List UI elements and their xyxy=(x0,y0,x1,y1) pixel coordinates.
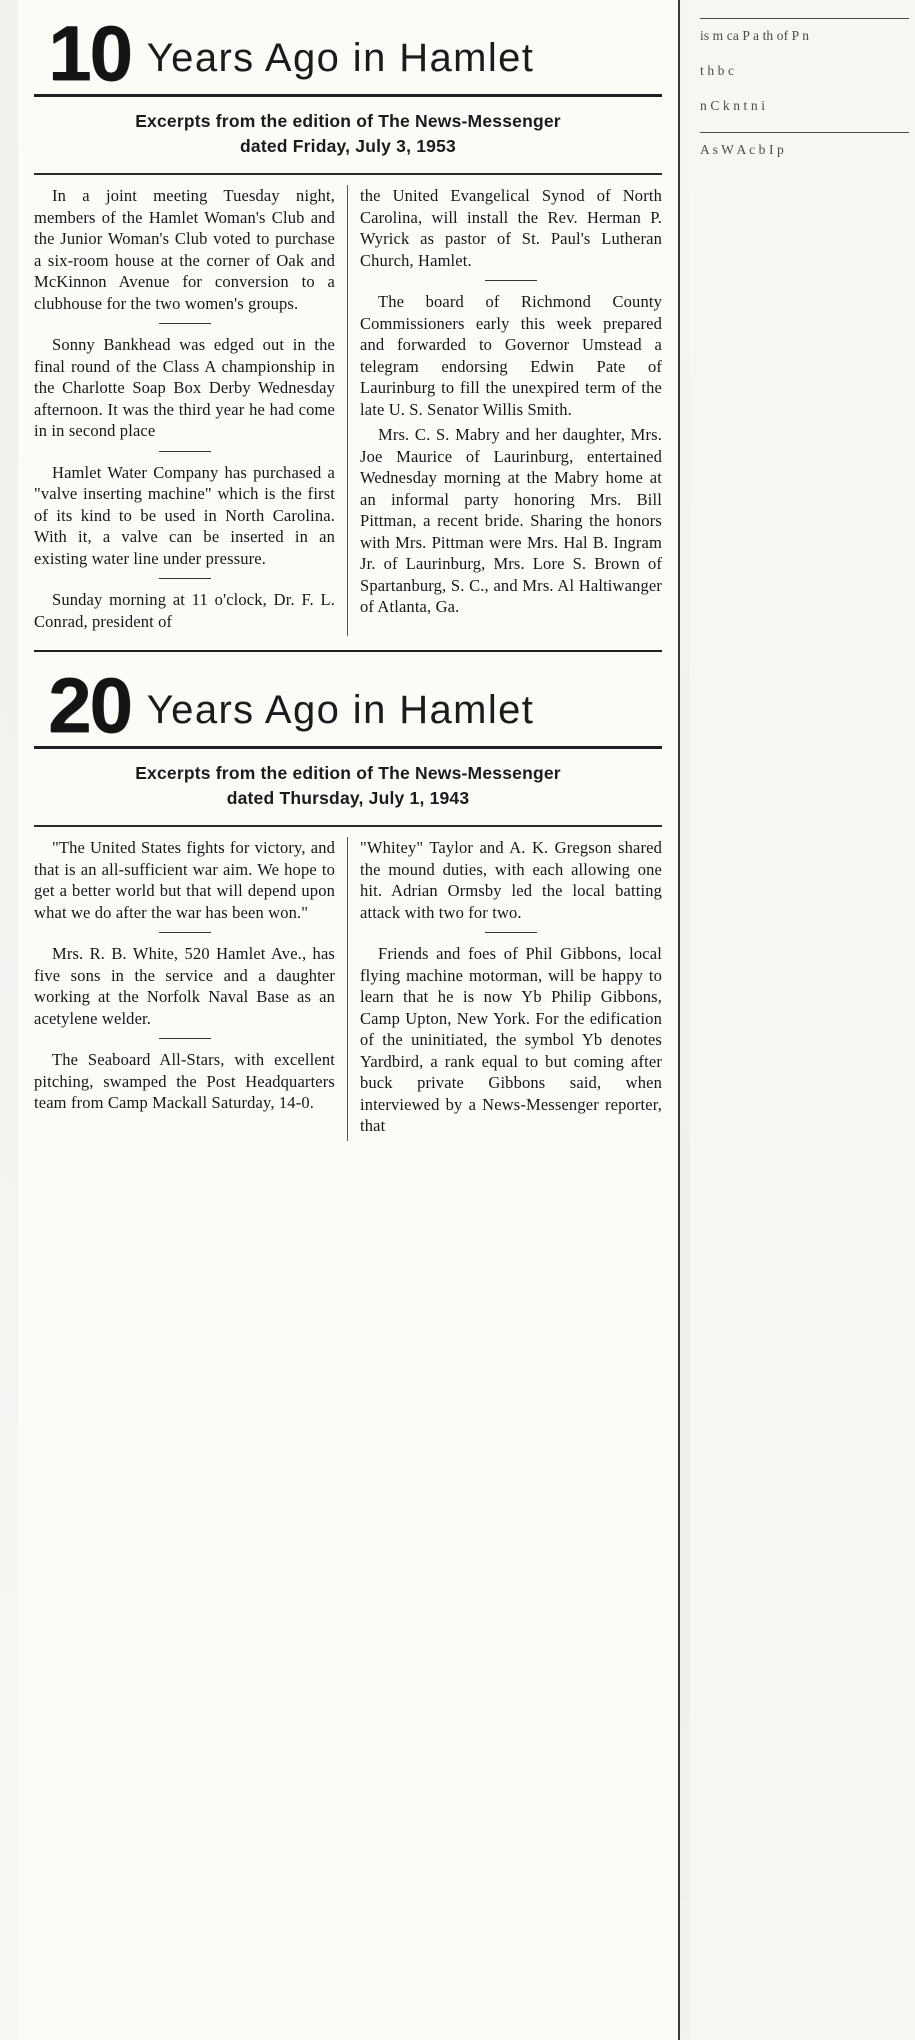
article-paragraph: Hamlet Water Company has purchased a "valve inserting machine" which is the first of its kind to be used in North Carolina. With it, a valve can be inserted in an existing water line under pressure. xyxy=(34,462,335,568)
column-rule xyxy=(700,132,909,133)
fragment-text: is m ca P a th of P n xyxy=(700,28,810,43)
fragment-text: A s W A c b I p xyxy=(700,142,784,157)
paragraph-separator xyxy=(159,323,211,324)
article-paragraph: In a joint meeting Tuesday night, members of the Hamlet Woman's Club and the Junior Woman's Club voted to purchase a six-room house at the corner of Oak and McKinnon Avenue for conversion to a clubhouse for the two women's groups. xyxy=(34,186,335,313)
masthead-row xyxy=(34,9,662,97)
masthead-row xyxy=(34,661,662,749)
subtitle-line-1: Excerpts from the edition of The News-Messenger xyxy=(135,111,561,131)
paragraph-separator xyxy=(159,578,211,579)
paragraph-separator xyxy=(159,451,211,452)
section-number: 10 xyxy=(48,9,131,97)
article-paragraph: the United Evangelical Synod of North Carolina, will install the Rev. Herman P. Wyrick as pastor of St. Paul's Lutheran Church, Hamlet. xyxy=(360,186,662,270)
section-title: Years Ago in Hamlet xyxy=(146,36,535,80)
masthead-subtitle xyxy=(18,749,678,821)
subtitle-line-2: dated Friday, July 3, 1953 xyxy=(240,136,456,156)
masthead-10-years xyxy=(18,0,678,97)
article-paragraph: Mrs. R. B. White, 520 Hamlet Ave., has five sons in the service and a daughter working at the Norfolk Naval Base as an acetylene welder. xyxy=(34,944,335,1028)
subtitle-line-1: Excerpts from the edition of The News-Messenger xyxy=(135,763,561,783)
article-paragraph: The board of Richmond County Commissioners early this week prepared and forwarded to Governor Umstead a telegram endorsing Edwin Pate of Laurinburg to fill the unexpired term of the late U. S. Senator Willis Smith. xyxy=(360,292,662,419)
right-column xyxy=(348,837,662,1141)
article-paragraph: The Seaboard All-Stars, with excellent pitching, swamped the Post Headquarters team from Camp Mackall Saturday, 14-0. xyxy=(34,1050,335,1112)
article-paragraph: "Whitey" Taylor and A. K. Gregson shared the mound duties, with each allowing one hit. Adrian Ormsby led the local batting attack with two for two. xyxy=(360,838,662,922)
body-columns-10-years xyxy=(18,175,678,636)
paragraph-separator xyxy=(159,932,211,933)
article-paragraph: "The United States fights for victory, and that is an all-sufficient war aim. We hope to get a better world but that will depend upon what we do after the war has been won." xyxy=(34,838,335,922)
fragment-text: t h b c xyxy=(700,63,735,78)
masthead-20-years xyxy=(18,652,678,749)
article-paragraph: Sonny Bankhead was edged out in the final round of the Class A championship in the Charlotte Soap Box Derby Wednesday afternoon. It was the third year he had come in in second place xyxy=(34,335,335,440)
fragment-text: n C k n t n i xyxy=(700,98,766,113)
section-title: Years Ago in Hamlet xyxy=(146,688,535,732)
right-column xyxy=(348,185,662,636)
paragraph-separator xyxy=(159,1038,211,1039)
body-columns-20-years xyxy=(18,827,678,1141)
paragraph-separator xyxy=(485,280,537,281)
subtitle-line-2: dated Thursday, July 1, 1943 xyxy=(226,788,470,808)
column-rule xyxy=(700,18,909,19)
left-column xyxy=(34,185,348,636)
masthead-subtitle xyxy=(18,97,678,169)
left-column xyxy=(34,837,348,1141)
article-column xyxy=(18,0,680,2040)
section-number: 20 xyxy=(48,661,131,749)
article-paragraph: Mrs. C. S. Mabry and her daughter, Mrs. Joe Maurice of Laurinburg, entertained Wednesday morning at the Mabry home at an informal party honoring Mrs. Bill Pittman, a recent bride. Sharing the honors with Mrs. Pittman were Mrs. Hal B. Ingram Jr. of Laurinburg, Mrs. Lore S. Brown of Spartanburg, S. C., and Mrs. Al Haltiwanger of Atlanta, Ga. xyxy=(360,425,662,616)
article-paragraph: Friends and foes of Phil Gibbons, local flying machine motorman, will be happy to learn that he is now Yb Philip Gibbons, Camp Upton, New York. For the edification of the uninitiated, the symbol Yb denotes Yardbird, a rank equal to but coming after buck private Gibbons said, when interviewed by a News-Messenger reporter, that xyxy=(360,944,662,1135)
paragraph-separator xyxy=(485,932,537,933)
adjacent-column-fragment xyxy=(690,0,915,2040)
article-paragraph: Sunday morning at 11 o'clock, Dr. F. L. Conrad, president of xyxy=(34,590,335,631)
